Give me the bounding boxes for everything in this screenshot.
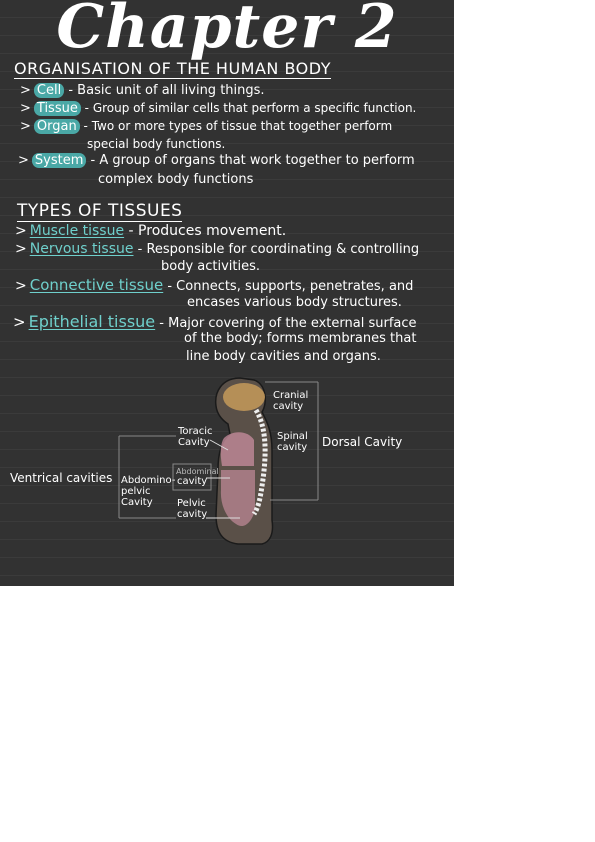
def-connective-cont: encases various body structures. xyxy=(187,295,402,310)
definition-epithelial: > Epithelial tissue - Major covering of the external surface xyxy=(13,312,417,331)
term-organ: Organ xyxy=(34,119,80,134)
def-nervous: - Responsible for coordinating & controlling xyxy=(137,242,420,257)
section-heading-organisation: ORGANISATION OF THE HUMAN BODY xyxy=(14,59,331,78)
label-abdominopelvic-cavity: Abdomino- pelvic Cavity xyxy=(121,475,176,508)
definition-system: > System - A group of organs that work together to perform xyxy=(18,153,415,168)
label-abdominal-cavity: cavity xyxy=(177,476,208,487)
label-spinal-cavity: Spinal cavity xyxy=(277,431,308,453)
label-thoracic-cavity: Toracic Cavity xyxy=(178,426,213,448)
label-pelvic-cavity: Pelvic cavity xyxy=(177,498,208,520)
chapter-title: Chapter 2 xyxy=(56,0,398,62)
term-connective: Connective tissue xyxy=(29,276,164,294)
definition-muscle: > Muscle tissue - Produces movement. xyxy=(15,223,287,239)
term-tissue: Tissue xyxy=(34,101,81,116)
label-abdominal: Abdominal xyxy=(176,467,219,476)
body-cavities-diagram xyxy=(0,370,454,550)
def-organ: - Two or more types of tissue that together perform xyxy=(83,119,393,133)
definition-tissue: > Tissue - Group of similar cells that perform a specific function. xyxy=(20,101,417,116)
def-system-cont: complex body functions xyxy=(98,172,254,187)
definition-organ: > Organ - Two or more types of tissue that together perform xyxy=(20,119,393,134)
term-muscle: Muscle tissue xyxy=(29,223,125,239)
label-ventral-cavities: Ventrical cavities xyxy=(10,471,113,485)
term-system: System xyxy=(32,153,86,168)
def-connective: - Connects, supports, penetrates, and xyxy=(167,279,414,294)
def-nervous-cont: body activities. xyxy=(161,259,261,274)
definition-connective: > Connective tissue - Connects, supports, penetrates, and xyxy=(15,276,414,294)
term-nervous: Nervous tissue xyxy=(29,241,134,257)
def-epithelial-cont: of the body; forms membranes that xyxy=(184,331,417,346)
def-muscle: - Produces movement. xyxy=(128,223,287,239)
cranial-cavity-shape xyxy=(223,383,265,411)
def-cell: - Basic unit of all living things. xyxy=(68,83,265,98)
def-system: - A group of organs that work together to perform xyxy=(90,153,415,168)
def-tissue: - Group of similar cells that perform a specific function. xyxy=(84,101,417,115)
term-cell: Cell xyxy=(34,83,64,98)
label-dorsal-cavity: Dorsal Cavity xyxy=(322,435,403,449)
label-cranial-cavity: Cranial cavity xyxy=(273,390,309,412)
def-organ-cont: special body functions. xyxy=(87,137,226,151)
term-epithelial: Epithelial tissue xyxy=(28,312,156,331)
def-epithelial-cont2: line body cavities and organs. xyxy=(186,349,381,364)
section-heading-tissues: TYPES OF TISSUES xyxy=(17,201,183,221)
def-epithelial: - Major covering of the external surface xyxy=(159,316,417,331)
definition-cell: > Cell - Basic unit of all living things. xyxy=(20,83,265,98)
definition-nervous: > Nervous tissue - Responsible for coordinating & controlling xyxy=(15,241,420,257)
